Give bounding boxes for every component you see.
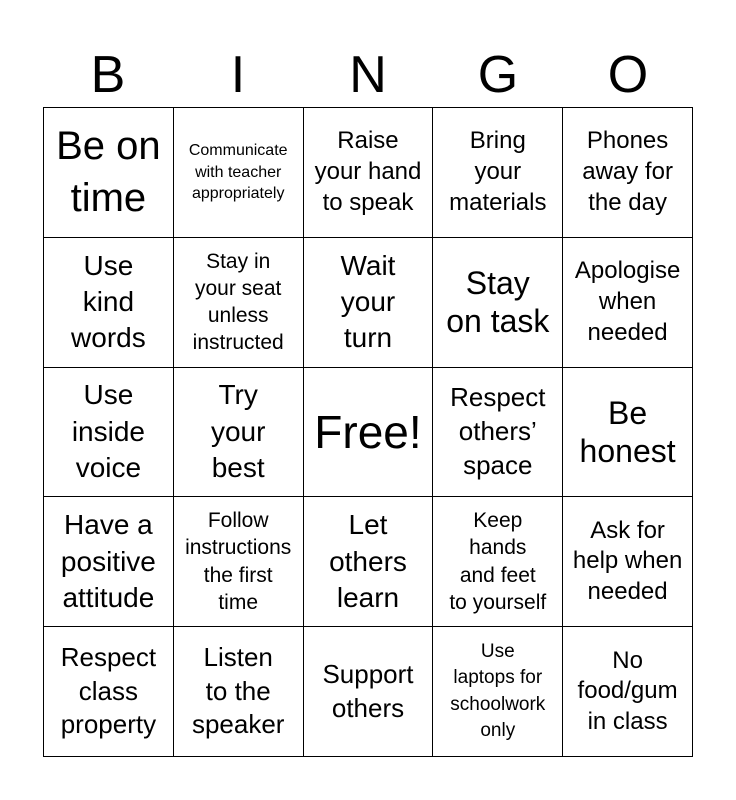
bingo-cell[interactable]: Let others learn	[304, 497, 434, 627]
bingo-cell[interactable]: Use kind words	[44, 238, 174, 368]
bingo-cell[interactable]: Apologise when needed	[563, 238, 693, 368]
bingo-cell[interactable]: Use laptops for schoolwork only	[433, 627, 563, 757]
header-letter-i: I	[230, 46, 246, 104]
bingo-cell[interactable]: Keep hands and feet to yourself	[433, 497, 563, 627]
bingo-cell[interactable]: Ask for help when needed	[563, 497, 693, 627]
bingo-cell[interactable]: Wait your turn	[304, 238, 434, 368]
header-letter-o: O	[607, 46, 649, 104]
header-letter-b: B	[90, 46, 126, 104]
bingo-cell[interactable]: Phones away for the day	[563, 108, 693, 238]
bingo-cell[interactable]: Be honest	[563, 368, 693, 498]
bingo-header	[43, 44, 693, 106]
header-letter-g: G	[477, 46, 519, 104]
bingo-cell[interactable]: Have a positive attitude	[44, 497, 174, 627]
bingo-cell[interactable]: Raise your hand to speak	[304, 108, 434, 238]
bingo-cell[interactable]: Follow instructions the first time	[174, 497, 304, 627]
header-letter-n: N	[349, 46, 387, 104]
bingo-cell[interactable]: Use inside voice	[44, 368, 174, 498]
bingo-cell[interactable]: Support others	[304, 627, 434, 757]
bingo-board	[43, 107, 693, 757]
bingo-cell[interactable]: Listen to the speaker	[174, 627, 304, 757]
bingo-cell[interactable]: Stay on task	[433, 238, 563, 368]
bingo-cell[interactable]: No food/gum in class	[563, 627, 693, 757]
bingo-cell[interactable]: Try your best	[174, 368, 304, 498]
bingo-cell[interactable]: Respect others’ space	[433, 368, 563, 498]
bingo-cell[interactable]: Be on time	[44, 108, 174, 238]
bingo-cell[interactable]: Respect class property	[44, 627, 174, 757]
bingo-cell[interactable]: Stay in your seat unless instructed	[174, 238, 304, 368]
bingo-cell[interactable]: Communicate with teacher appropriately	[174, 108, 304, 238]
free-space-cell[interactable]: Free!	[304, 368, 434, 498]
bingo-cell[interactable]: Bring your materials	[433, 108, 563, 238]
